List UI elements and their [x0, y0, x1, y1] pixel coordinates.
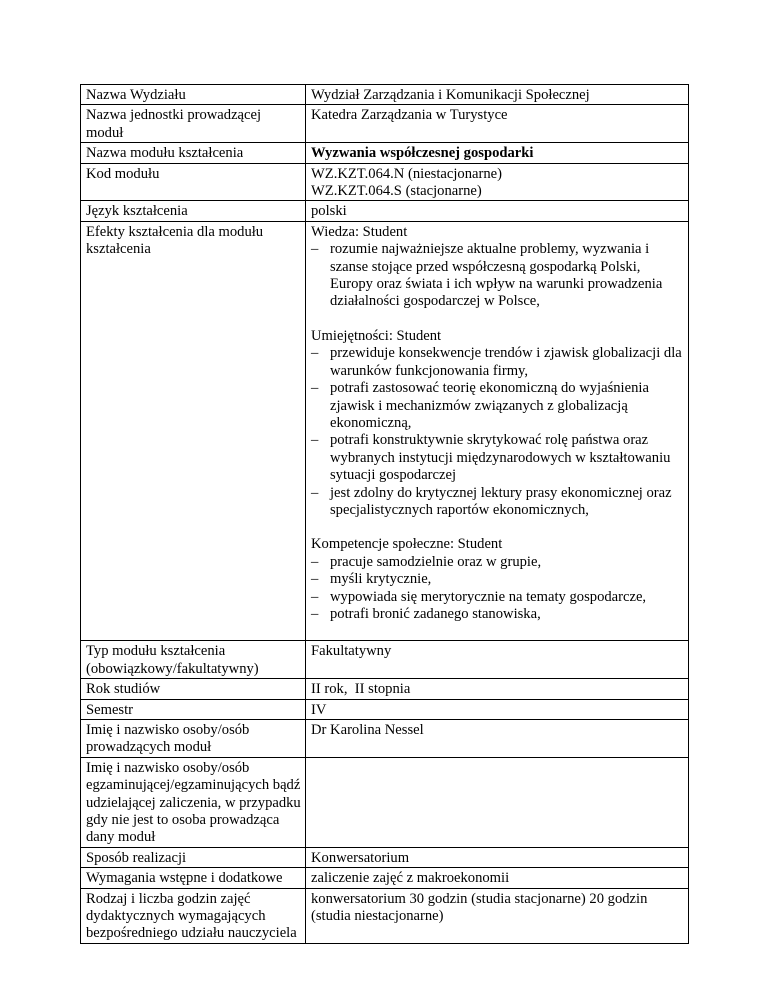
skills-heading: Umiejętności: Student [311, 327, 442, 344]
list-item: – pracuje samodzielnie oraz w grupie, [311, 554, 684, 571]
field-label: Imię i nazwisko osoby/osób egzaminującej/egzaminujących bądź udzielającej zaliczenia, w przypadku gdy nie jest to osoba prowadząca dany moduł [81, 757, 306, 847]
table-row [81, 163, 689, 201]
list-item: – potrafi bronić zadanego stanowiska, [311, 606, 684, 623]
table-row [81, 143, 689, 163]
field-value: IV [306, 699, 689, 719]
module-code-stationary: WZ.KZT.064.S (stacjonarne) [311, 183, 482, 200]
field-value: Wydział Zarządzania i Komunikacji Społecznej [306, 85, 689, 105]
field-value: zaliczenie zajęć z makroekonomii [306, 868, 689, 888]
list-item: – jest zdolny do krytycznej lektury prasy ekonomicznej oraz specjalistycznych raportów ekonomicznych, [311, 485, 684, 520]
table-row [81, 699, 689, 719]
module-info-table [80, 84, 689, 944]
module-description-sheet [80, 84, 688, 944]
field-label: Wymagania wstępne i dodatkowe [81, 868, 306, 888]
knowledge-list [311, 241, 684, 311]
social-competences-list [311, 554, 684, 624]
knowledge-heading: Wiedza: Student [311, 223, 408, 240]
table-row [81, 679, 689, 699]
skills-list [311, 345, 684, 519]
field-value [306, 163, 689, 201]
learning-outcomes [306, 221, 689, 641]
field-value: Katedra Zarządzania w Turystyce [306, 105, 689, 143]
field-value: konwersatorium 30 godzin (studia stacjonarne) 20 godzin (studia niestacjonarne) [306, 888, 689, 943]
field-label: Nazwa jednostki prowadzącej moduł [81, 105, 306, 143]
table-row [81, 105, 689, 143]
module-code-nonstationary: WZ.KZT.064.N (niestacjonarne) [311, 165, 502, 182]
list-item: – potrafi zastosować teorię ekonomiczną do wyjaśnienia zjawisk i mechanizmów związanych z globalizacją ekonomiczną, [311, 380, 684, 432]
field-value: Fakultatywny [306, 641, 689, 679]
field-label: Rodzaj i liczba godzin zajęć dydaktycznych wymagających bezpośredniego udziału nauczyciela [81, 888, 306, 943]
table-row [81, 221, 689, 641]
list-item: – myśli krytycznie, [311, 571, 684, 588]
field-value: Dr Karolina Nessel [306, 720, 689, 758]
field-value [306, 757, 689, 847]
list-item: – przewiduje konsekwencje trendów i zjawisk globalizacji dla warunków funkcjonowania firmy, [311, 345, 684, 380]
field-label: Język kształcenia [81, 201, 306, 221]
field-label: Semestr [81, 699, 306, 719]
field-label: Nazwa Wydziału [81, 85, 306, 105]
field-label: Nazwa modułu kształcenia [81, 143, 306, 163]
field-value: Konwersatorium [306, 847, 689, 867]
table-row [81, 201, 689, 221]
table-row [81, 847, 689, 867]
field-label: Imię i nazwisko osoby/osób prowadzących moduł [81, 720, 306, 758]
table-row [81, 888, 689, 943]
table-row [81, 85, 689, 105]
list-item: – potrafi konstruktywnie skrytykować rolę państwa oraz wybranych instytucji międzynarodowych w kształtowaniu sytuacji gospodarczej [311, 432, 684, 484]
field-value: polski [306, 201, 689, 221]
list-item: – rozumie najważniejsze aktualne problemy, wyzwania i szanse stojące przed współczesną gospodarką Polski, Europy oraz świata i ich wpływ na warunki prowadzenia działalności gospodarczej w Polsce, [311, 241, 684, 311]
field-label: Typ modułu kształcenia (obowiązkowy/fakultatywny) [81, 641, 306, 679]
table-row [81, 720, 689, 758]
module-title: Wyzwania współczesnej gospodarki [306, 143, 689, 163]
field-label: Kod modułu [81, 163, 306, 201]
list-item: – wypowiada się merytorycznie na tematy gospodarcze, [311, 589, 684, 606]
field-value: II rok, II stopnia [306, 679, 689, 699]
table-row [81, 757, 689, 847]
field-label: Rok studiów [81, 679, 306, 699]
social-competences-heading: Kompetencje społeczne: Student [311, 536, 503, 553]
table-row [81, 641, 689, 679]
field-label: Sposób realizacji [81, 847, 306, 867]
field-label: Efekty kształcenia dla modułu kształcenia [81, 221, 306, 641]
table-row [81, 868, 689, 888]
